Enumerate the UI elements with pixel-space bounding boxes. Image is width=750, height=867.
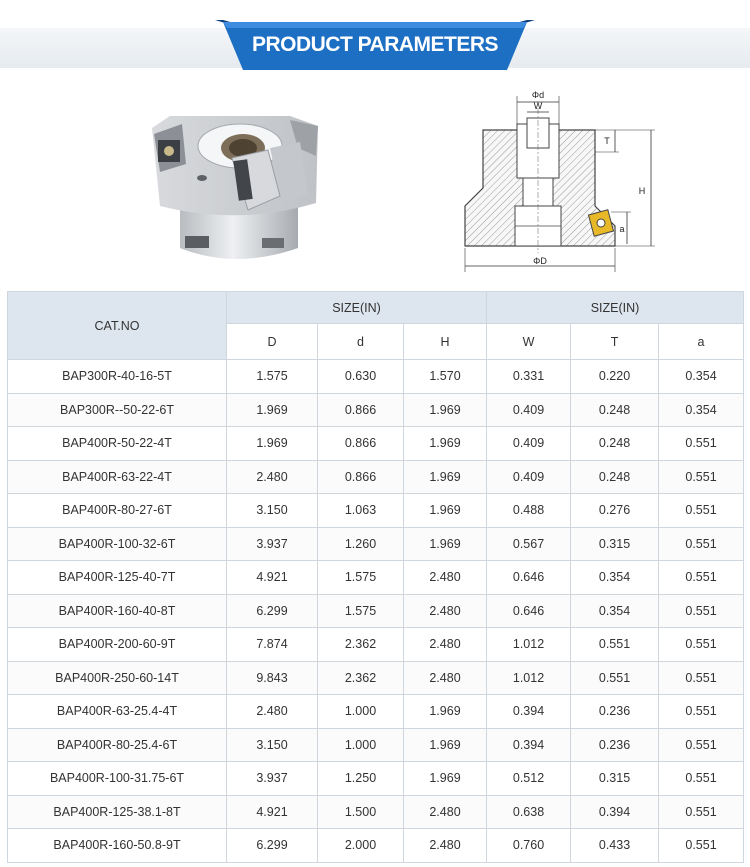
header-col-d: D [227,324,318,360]
product-photo [140,98,330,268]
value-cell: 3.937 [227,527,318,561]
table-row [8,728,744,762]
cat-no-cell: BAP400R-125-38.1-8T [8,795,227,829]
cat-no-cell: BAP400R-63-22-4T [8,460,227,494]
value-cell: 1.969 [404,460,487,494]
cat-no-cell: BAP300R--50-22-6T [8,393,227,427]
table-row [8,460,744,494]
value-cell: 0.551 [659,561,744,595]
value-cell: 0.433 [571,829,659,863]
value-cell: 2.480 [227,460,318,494]
table-row [8,360,744,394]
value-cell: 0.551 [659,795,744,829]
value-cell: 0.551 [659,628,744,662]
cat-no-cell: BAP400R-250-60-14T [8,661,227,695]
cat-no-cell: BAP400R-160-50.8-9T [8,829,227,863]
value-cell: 0.551 [659,594,744,628]
value-cell: 0.354 [659,360,744,394]
label-phi-D: ΦD [533,256,547,266]
value-cell: 1.969 [404,393,487,427]
value-cell: 7.874 [227,628,318,662]
value-cell: 0.551 [659,829,744,863]
value-cell: 1.969 [404,695,487,729]
value-cell: 0.638 [487,795,571,829]
cat-no-cell: BAP300R-40-16-5T [8,360,227,394]
table-row [8,829,744,863]
value-cell: 1.570 [404,360,487,394]
header-banner [0,0,750,85]
value-cell: 1.969 [404,527,487,561]
cat-no-cell: BAP400R-100-31.75-6T [8,762,227,796]
value-cell: 0.276 [571,494,659,528]
value-cell: 2.000 [318,829,404,863]
value-cell: 0.551 [571,661,659,695]
value-cell: 0.409 [487,427,571,461]
value-cell: 1.000 [318,728,404,762]
value-cell: 0.394 [487,728,571,762]
header-col-a: a [659,324,744,360]
value-cell: 2.362 [318,628,404,662]
value-cell: 2.362 [318,661,404,695]
value-cell: 1.575 [227,360,318,394]
value-cell: 0.315 [571,527,659,561]
table-row [8,561,744,595]
value-cell: 1.969 [404,427,487,461]
table-row [8,527,744,561]
value-cell: 3.150 [227,728,318,762]
value-cell: 0.512 [487,762,571,796]
value-cell: 1.575 [318,561,404,595]
value-cell: 4.921 [227,795,318,829]
page-title: PRODUCT PARAMETERS [251,33,499,56]
value-cell: 0.551 [659,460,744,494]
cat-no-cell: BAP400R-63-25.4-4T [8,695,227,729]
value-cell: 0.394 [487,695,571,729]
label-a: a [619,224,625,234]
value-cell: 0.866 [318,393,404,427]
header-size-b: SIZE(IN) [487,292,744,324]
value-cell: 0.354 [571,594,659,628]
value-cell: 1.260 [318,527,404,561]
value-cell: 1.000 [318,695,404,729]
table-row [8,795,744,829]
value-cell: 1.969 [227,393,318,427]
value-cell: 0.236 [571,728,659,762]
value-cell: 0.551 [659,527,744,561]
value-cell: 1.063 [318,494,404,528]
value-cell: 0.248 [571,393,659,427]
value-cell: 0.551 [659,494,744,528]
value-cell: 0.551 [659,762,744,796]
value-cell: 2.480 [404,829,487,863]
value-cell: 0.866 [318,427,404,461]
label-h: H [638,186,646,196]
value-cell: 1.969 [404,762,487,796]
value-cell: 0.551 [659,695,744,729]
value-cell: 1.969 [404,728,487,762]
label-t: T [604,136,610,146]
value-cell: 3.937 [227,762,318,796]
value-cell: 0.248 [571,427,659,461]
table-row [8,494,744,528]
value-cell: 1.012 [487,628,571,662]
value-cell: 9.843 [227,661,318,695]
value-cell: 2.480 [404,628,487,662]
cat-no-cell: BAP400R-80-25.4-6T [8,728,227,762]
label-w: W [533,101,543,111]
cat-no-cell: BAP400R-50-22-4T [8,427,227,461]
value-cell: 2.480 [404,795,487,829]
value-cell: 0.551 [659,661,744,695]
value-cell: 1.969 [227,427,318,461]
header-col-w: W [487,324,571,360]
value-cell: 0.646 [487,561,571,595]
value-cell: 0.488 [487,494,571,528]
header-cat-no: CAT.NO [8,292,227,360]
value-cell: 6.299 [227,594,318,628]
value-cell: 2.480 [404,561,487,595]
value-cell: 0.551 [659,427,744,461]
value-cell: 0.236 [571,695,659,729]
value-cell: 1.500 [318,795,404,829]
value-cell: 4.921 [227,561,318,595]
table-row [8,393,744,427]
table-row [8,695,744,729]
value-cell: 0.567 [487,527,571,561]
value-cell: 0.220 [571,360,659,394]
cat-no-cell: BAP400R-125-40-7T [8,561,227,595]
value-cell: 0.551 [659,728,744,762]
cat-no-cell: BAP400R-100-32-6T [8,527,227,561]
value-cell: 0.866 [318,460,404,494]
table-row [8,762,744,796]
header-col-t: T [571,324,659,360]
value-cell: 1.012 [487,661,571,695]
value-cell: 2.480 [404,594,487,628]
table-row [8,427,744,461]
value-cell: 0.315 [571,762,659,796]
value-cell: 1.250 [318,762,404,796]
value-cell: 0.354 [659,393,744,427]
value-cell: 3.150 [227,494,318,528]
value-cell: 2.480 [227,695,318,729]
cat-no-cell: BAP400R-80-27-6T [8,494,227,528]
dimension-diagram [455,88,670,278]
header-col-h: H [404,324,487,360]
cat-no-cell: BAP400R-200-60-9T [8,628,227,662]
value-cell: 0.248 [571,460,659,494]
parameters-table [7,291,744,863]
value-cell: 0.409 [487,393,571,427]
value-cell: 1.575 [318,594,404,628]
table-row [8,661,744,695]
value-cell: 0.394 [571,795,659,829]
table-row [8,594,744,628]
value-cell: 2.480 [404,661,487,695]
header-size-a: SIZE(IN) [227,292,487,324]
cat-no-cell: BAP400R-160-40-8T [8,594,227,628]
value-cell: 0.409 [487,460,571,494]
value-cell: 1.969 [404,494,487,528]
value-cell: 0.630 [318,360,404,394]
value-cell: 0.646 [487,594,571,628]
value-cell: 0.551 [571,628,659,662]
value-cell: 0.354 [571,561,659,595]
table-row [8,628,744,662]
header-col-d-small: d [318,324,404,360]
value-cell: 0.760 [487,829,571,863]
label-phi-d: Φd [531,90,545,100]
value-cell: 0.331 [487,360,571,394]
value-cell: 6.299 [227,829,318,863]
